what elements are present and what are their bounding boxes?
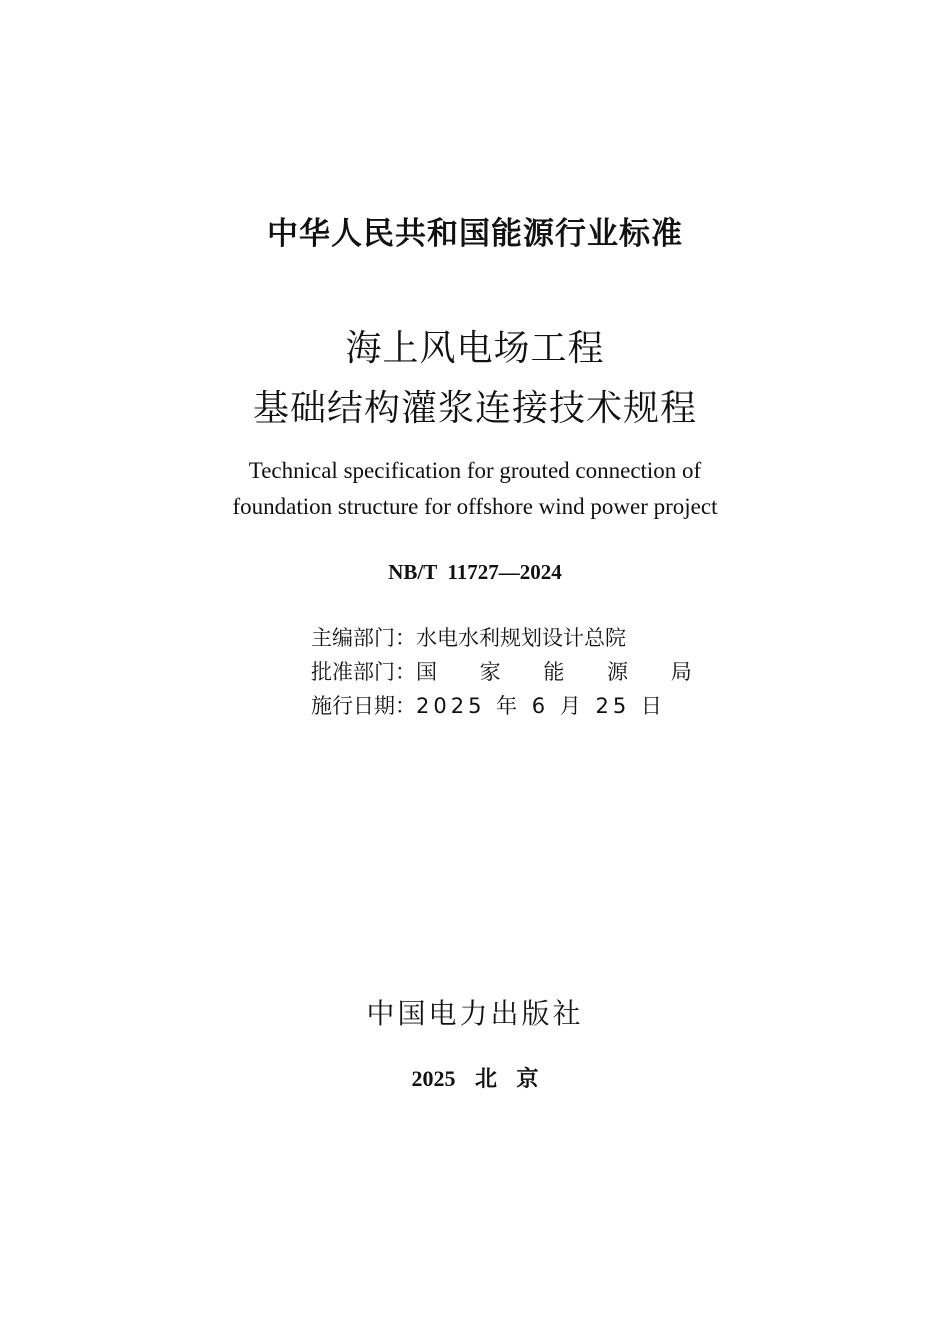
english-title-line1: Technical specification for grouted connection of xyxy=(248,458,702,483)
meta-editor-row xyxy=(311,622,671,652)
industry-standard-heading: 中华人民共和国能源行业标准 xyxy=(267,216,683,252)
publication-year-place: 2025 北 京 xyxy=(411,1066,539,1091)
publisher-name: 中国电力出版社 xyxy=(366,997,584,1030)
meta-effective-row xyxy=(311,690,671,720)
meta-effective-value: 2025 年 6 月 25 日 xyxy=(416,694,666,718)
standard-code: NB/T 11727—2024 xyxy=(388,560,562,584)
meta-approver-value: 国 家 能 源 局 xyxy=(416,660,710,684)
meta-approver-row xyxy=(311,656,710,686)
meta-editor-value: 水电水利规划设计总院 xyxy=(416,626,626,650)
chinese-title-line2: 基础结构灌浆连接技术规程 xyxy=(252,388,697,429)
meta-effective-label: 施行日期： xyxy=(311,694,416,718)
english-title-line2: foundation structure for offshore wind power project xyxy=(232,494,718,519)
meta-approver-label: 批准部门： xyxy=(311,660,416,684)
chinese-title-line1: 海上风电场工程 xyxy=(345,328,605,369)
meta-editor-label: 主编部门： xyxy=(311,626,416,650)
